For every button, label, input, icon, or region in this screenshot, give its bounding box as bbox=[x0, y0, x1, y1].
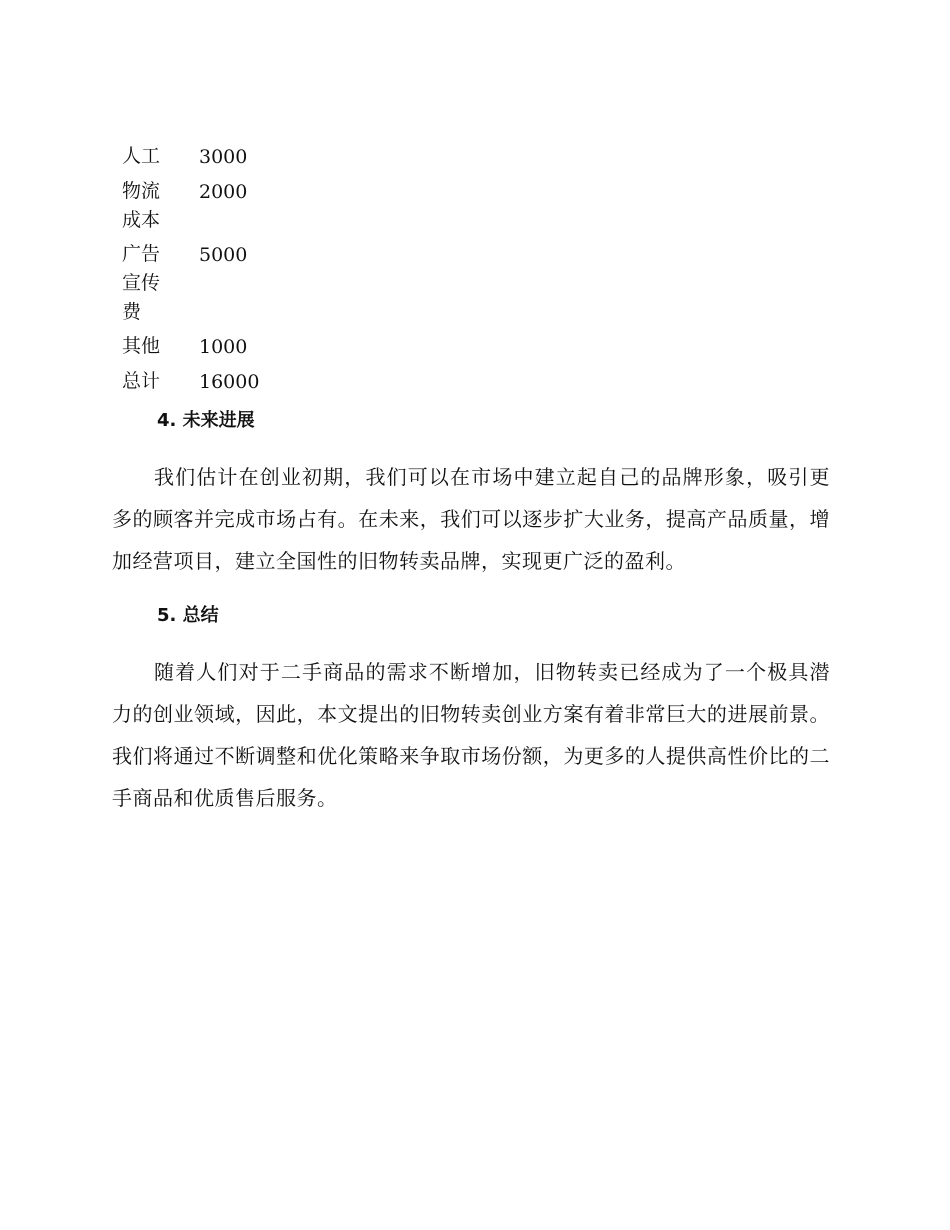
cost-item-label: 物流成本 bbox=[122, 180, 161, 231]
table-row bbox=[112, 332, 259, 362]
paragraph-summary: 随着人们对于二手商品的需求不断增加，旧物转卖已经成为了一个极具潜力的创业领域，因此，本文提出的旧物转卖创业方案有着非常巨大的进展前景。我们将通过不断调整和优化策略来争取市场份额，为更多的人提供高性价比的二手商品和优质售后服务。 bbox=[112, 660, 830, 810]
cost-table bbox=[112, 142, 259, 397]
table-row bbox=[112, 240, 259, 327]
cost-item-label: 总计 bbox=[122, 370, 161, 392]
cost-item-label: 广告宣传费 bbox=[122, 243, 161, 323]
cost-item-amount: 16000 bbox=[199, 371, 260, 393]
cost-item-amount: 5000 bbox=[199, 244, 248, 266]
cost-item-amount: 2000 bbox=[199, 181, 248, 203]
section-heading-future: 4. 未来进展 bbox=[157, 410, 255, 431]
cost-item-label: 人工 bbox=[122, 145, 161, 167]
cost-item-label: 其他 bbox=[122, 335, 161, 357]
table-row bbox=[112, 177, 259, 235]
table-row bbox=[112, 142, 259, 172]
cost-item-amount: 1000 bbox=[199, 336, 248, 358]
table-row bbox=[112, 367, 259, 397]
paragraph-future: 我们估计在创业初期，我们可以在市场中建立起自己的品牌形象，吸引更多的顾客并完成市场占有。在未来，我们可以逐步扩大业务，提高产品质量，增加经营项目，建立全国性的旧物转卖品牌，实现更广泛的盈利。 bbox=[112, 465, 830, 573]
section-heading-summary: 5. 总结 bbox=[157, 605, 219, 626]
cost-item-amount: 3000 bbox=[199, 146, 248, 168]
